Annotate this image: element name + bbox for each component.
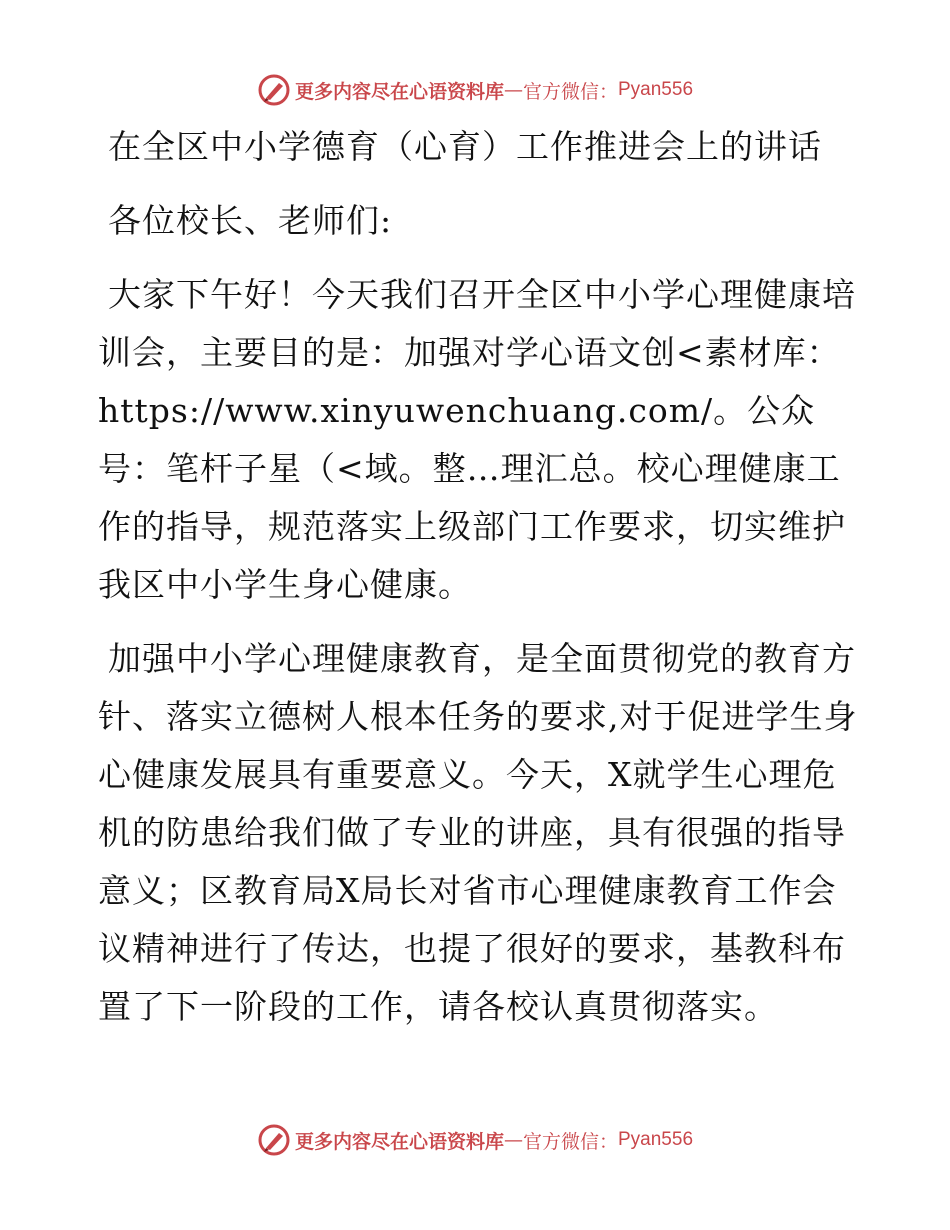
document-title: 在全区中小学德育（心育）工作推进会上的讲话 [108,127,822,166]
document-paragraph: 大家下午好！今天我们召开全区中小学心理健康培训会，主要目的是：加强对学心语文创<素材库：https://www.xinyuwenchuang.com/。公众号：笔杆子星（<域。整…理汇总。校心理健康工作的指导，规范落实上级部门工作要求，切实维护我区中小学生身心健康。 [98,275,856,604]
watermark-main-text: 更多内容尽在心语资料库 [294,1130,504,1153]
pen-logo-icon [257,1123,291,1157]
watermark-id: Pyan556 [618,1129,694,1150]
header-watermark [0,70,950,110]
document-greeting: 各位校长、老师们: [108,201,393,240]
watermark-id: Pyan556 [618,79,694,100]
watermark-side-text: 官方微信： [522,1130,618,1153]
watermark-separator: — [503,1129,523,1151]
watermark-main-text: 更多内容尽在心语资料库 [294,80,504,103]
footer-watermark [0,1120,950,1160]
document-paragraph: 加强中小学心理健康教育，是全面贯彻党的教育方针、落实立德树人根本任务的要求,对于促进学生身心健康发展具有重要意义。今天，X就学生心理危机的防患给我们做了专业的讲座，具有很强的指导意义；区教育局X局长对省市心理健康教育工作会议精神进行了传达，也提了很好的要求，基教科布置了下一阶段的工作，请各校认真贯彻落实。 [98,639,858,1026]
watermark-separator: — [503,79,523,101]
pen-logo-icon [257,73,291,107]
watermark-side-text: 官方微信： [522,80,618,103]
